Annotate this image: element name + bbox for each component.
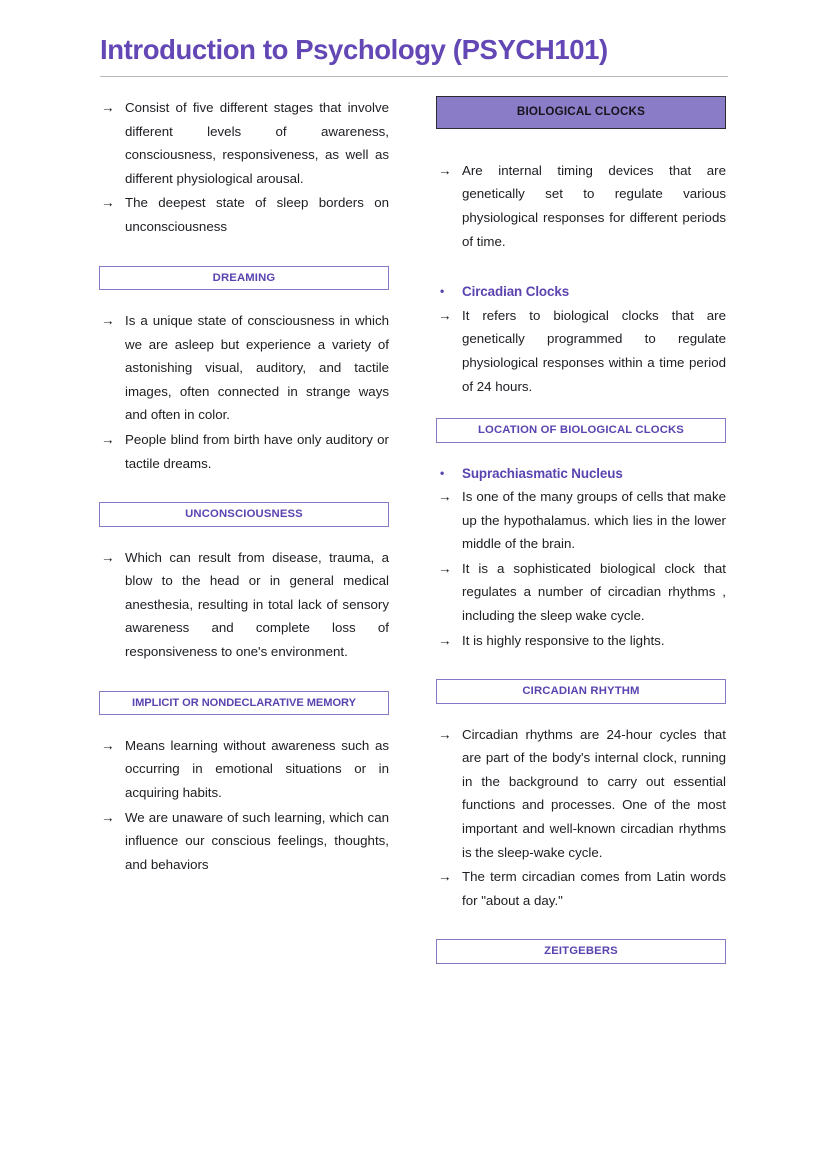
list-item-text: Consist of five different stages that involve different levels of awareness, consciousness, responsiveness, as well as different physiological arousal. [125,100,389,186]
implicit-memory-bullet-list [99,734,389,877]
list-item-text: Circadian rhythms are 24-hour cycles that are part of the body's internal clock, running in the background to carry out essential functions and processes. One of the most important and well-known circadian rhythms is the sleep-wake cycle. [462,726,726,860]
arrow-bullet-icon: → [101,737,115,753]
list-item-text: Is a unique state of consciousness in which we are asleep but experience a variety of astonishing visual, auditory, and tactile images, often connected in strange ways and often in color. [125,312,389,423]
arrow-bullet-icon: → [438,489,452,505]
list-item [99,734,389,805]
section-header-dreaming: DREAMING [99,266,389,290]
arrow-bullet-icon: → [101,809,115,825]
spacer [99,476,389,502]
list-item [436,557,726,628]
spacer [99,240,389,266]
spacer [436,653,726,679]
list-item [436,629,726,653]
subheading-label: Circadian Clocks [462,284,570,300]
section-header-zeitgebers: ZEITGEBERS [436,939,726,963]
dot-bullet-icon: • [440,465,445,480]
list-item-text: Is one of the many groups of cells that make up the hypothalamus. which lies in the lower middle of the brain. [462,489,726,552]
list-item [99,428,389,475]
list-item-text: Are internal timing devices that are genetically set to regulate various physiological responses for different periods of time. [462,162,726,249]
list-item-text: It refers to biological clocks that are genetically programmed to regulate physiological responses within a time period of 24 hours. [462,307,726,394]
left-column [99,96,389,877]
title-divider [100,76,728,77]
right-column [436,96,726,964]
unconsciousness-bullet-list [99,546,389,664]
list-item [99,806,389,877]
dreaming-bullet-list [99,309,389,475]
subheading-circadian-clocks [436,280,726,304]
circadian-rhythm-bullet-list [436,723,726,913]
list-item [436,485,726,556]
list-item-text: The term circadian comes from Latin words for "about a day." [462,869,726,908]
arrow-bullet-icon: → [438,162,452,178]
list-item-text: People blind from birth have only auditory or tactile dreams. [125,431,389,471]
spacer [99,527,389,546]
spacer [436,443,726,462]
list-item-text: It is highly responsive to the lights. [462,632,665,648]
section-header-biological-clocks: BIOLOGICAL CLOCKS [436,96,726,129]
dot-bullet-icon: • [440,284,445,299]
list-item-text: The deepest state of sleep borders on unconsciousness [125,195,389,234]
section-header-implicit-memory: IMPLICIT OR NONDECLARATIVE MEMORY [99,691,389,715]
list-item [436,304,726,398]
list-item [436,159,726,253]
arrow-bullet-icon: → [101,195,115,211]
list-item [99,96,389,190]
arrow-bullet-icon: → [438,869,452,885]
spacer [436,254,726,280]
section-header-location-biological-clocks: LOCATION OF BIOLOGICAL CLOCKS [436,418,726,442]
arrow-bullet-icon: → [101,100,115,115]
content-columns [0,96,828,964]
document-header [100,34,728,77]
arrow-bullet-icon: → [438,307,452,323]
arrow-bullet-icon: → [438,632,452,648]
section-header-unconsciousness: UNCONSCIOUSNESS [99,502,389,526]
section-header-circadian-rhythm: CIRCADIAN RHYTHM [436,679,726,703]
arrow-bullet-icon: → [101,549,115,565]
list-item [99,546,389,664]
page-title: Introduction to Psychology (PSYCH101) [100,34,608,65]
arrow-bullet-icon: → [438,560,452,576]
list-item-text: We are unaware of such learning, which can influence our conscious feelings, thoughts, and behaviors [125,809,389,872]
list-item-text: Which can result from disease, trauma, a blow to the head or in general medical anesthesia, resulting in total lack of sensory awareness and complete loss of responsiveness to one's environment. [125,549,389,659]
circadian-clocks-bullet-list [436,304,726,398]
list-item [436,723,726,865]
spacer [436,704,726,723]
intro-bullet-list [99,96,389,239]
biological-clocks-bullet-list [436,159,726,253]
arrow-bullet-icon: → [438,726,452,742]
arrow-bullet-icon: → [101,312,115,328]
subheading-suprachiasmatic-nucleus [436,462,726,486]
spacer [436,129,726,159]
list-item [99,191,389,238]
spacer [436,399,726,418]
arrow-bullet-icon: → [101,431,115,447]
spacer [99,715,389,734]
list-item [436,865,726,912]
list-item [99,309,389,427]
list-item-text: It is a sophisticated biological clock that regulates a number of circadian rhythms , including the sleep wake cycle. [462,560,726,624]
subheading-label: Suprachiasmatic Nucleus [462,465,623,481]
list-item-text: Means learning without awareness such as occurring in emotional situations or in acquiring habits. [125,737,389,800]
spacer [436,913,726,939]
spacer [99,665,389,691]
location-bullet-list [436,485,726,652]
spacer [99,290,389,309]
